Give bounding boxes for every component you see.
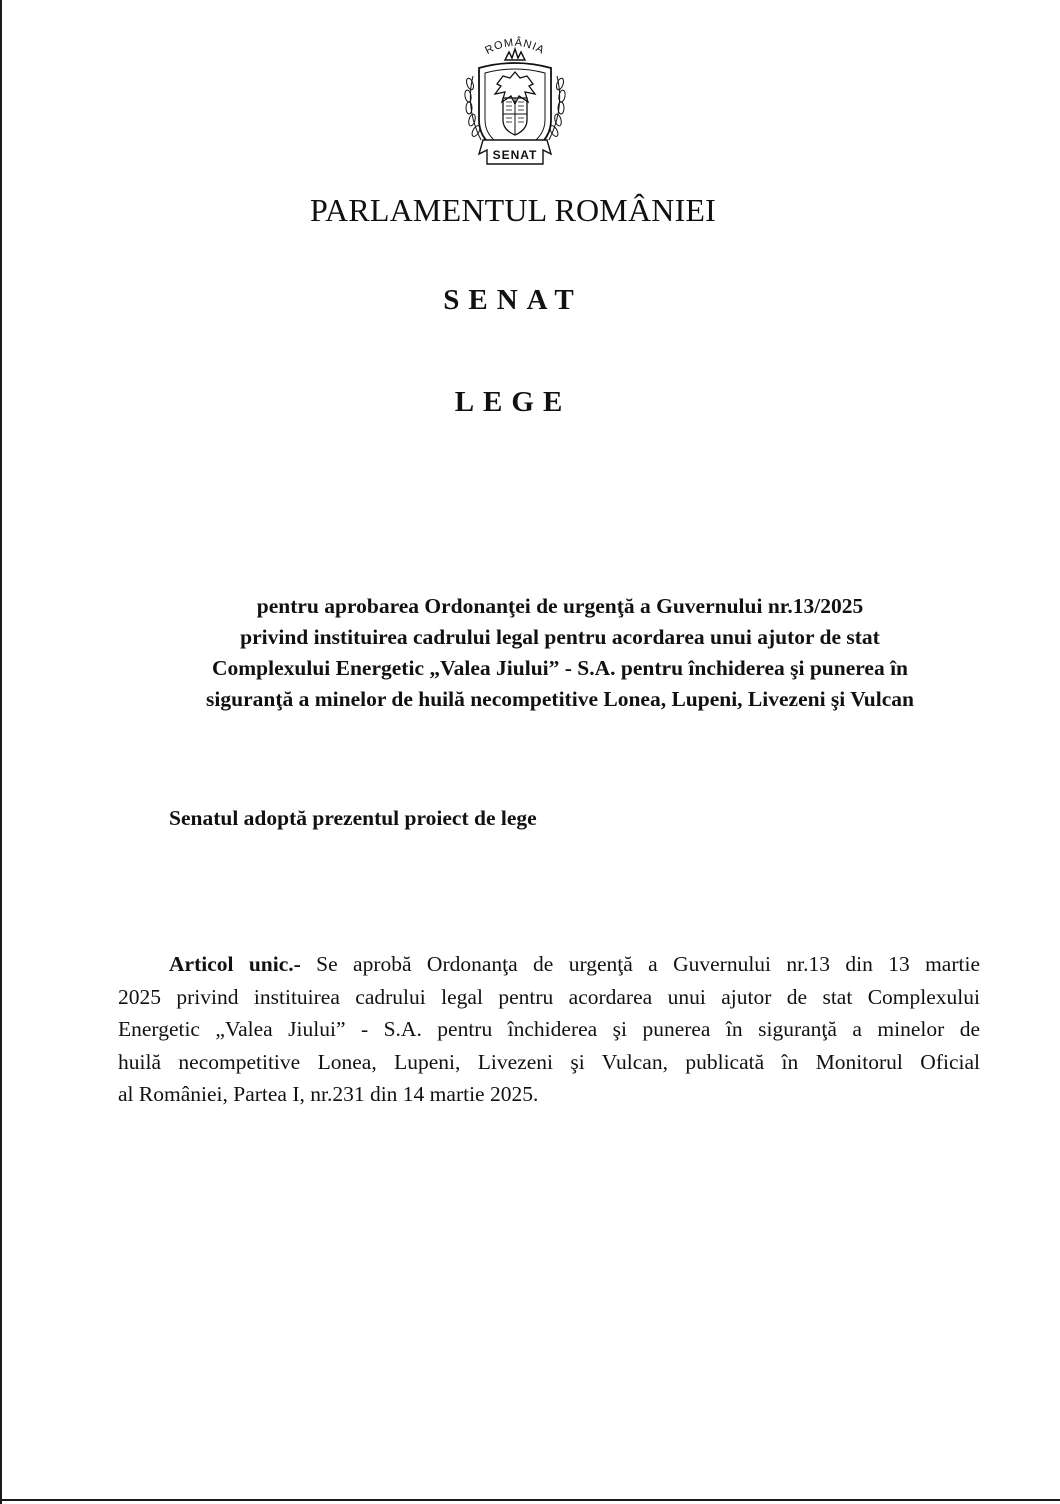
- article-line: Energetic „Valea Jiului” - S.A. pentru închiderea şi punerea în siguranţă a minelor de: [118, 1017, 980, 1041]
- law-title: [110, 591, 1010, 715]
- senate-emblem-icon: [455, 28, 575, 173]
- article-body: [118, 948, 980, 1111]
- law-title-line: privind instituirea cadrului legal pentru acordarea unui ajutor de stat: [240, 625, 880, 649]
- svg-text:ROMÂNIA: ROMÂNIA: [483, 36, 547, 57]
- article-line: huilă necompetitive Lonea, Lupeni, Livezeni şi Vulcan, publicată în Monitorul Oficial: [118, 1049, 980, 1074]
- chamber-heading: SENAT: [443, 284, 583, 316]
- law-title-line: siguranţă a minelor de huilă necompetitive Lonea, Lupeni, Livezeni şi Vulcan: [206, 687, 914, 711]
- article-first-line-text: Se aprobă Ordonanţa de urgenţă a Guvernului nr.13 din 13 martie: [300, 952, 980, 976]
- law-title-line: pentru aprobarea Ordonanţei de urgenţă a Guvernului nr.13/2025: [256, 594, 864, 618]
- article-line: 2025 privind instituirea cadrului legal pentru acordarea unui ajutor de stat Complexului: [118, 984, 980, 1009]
- document-type-heading: LEGE: [454, 386, 572, 418]
- page-bottom-edge: [0, 1499, 1060, 1501]
- article-line: al României, Partea I, nr.231 din 14 martie 2025.: [118, 1082, 539, 1106]
- article-label: Articol unic.-: [169, 952, 301, 976]
- law-title-line: Complexului Energetic „Valea Jiului” - S.A. pentru închiderea şi punerea în: [211, 656, 909, 680]
- article-first-line: [118, 948, 980, 981]
- institution-heading: PARLAMENTUL ROMÂNIEI: [309, 192, 717, 228]
- adoption-statement: Senatul adoptă prezentul proiect de lege: [169, 806, 537, 830]
- svg-text:SENAT: SENAT: [492, 148, 538, 162]
